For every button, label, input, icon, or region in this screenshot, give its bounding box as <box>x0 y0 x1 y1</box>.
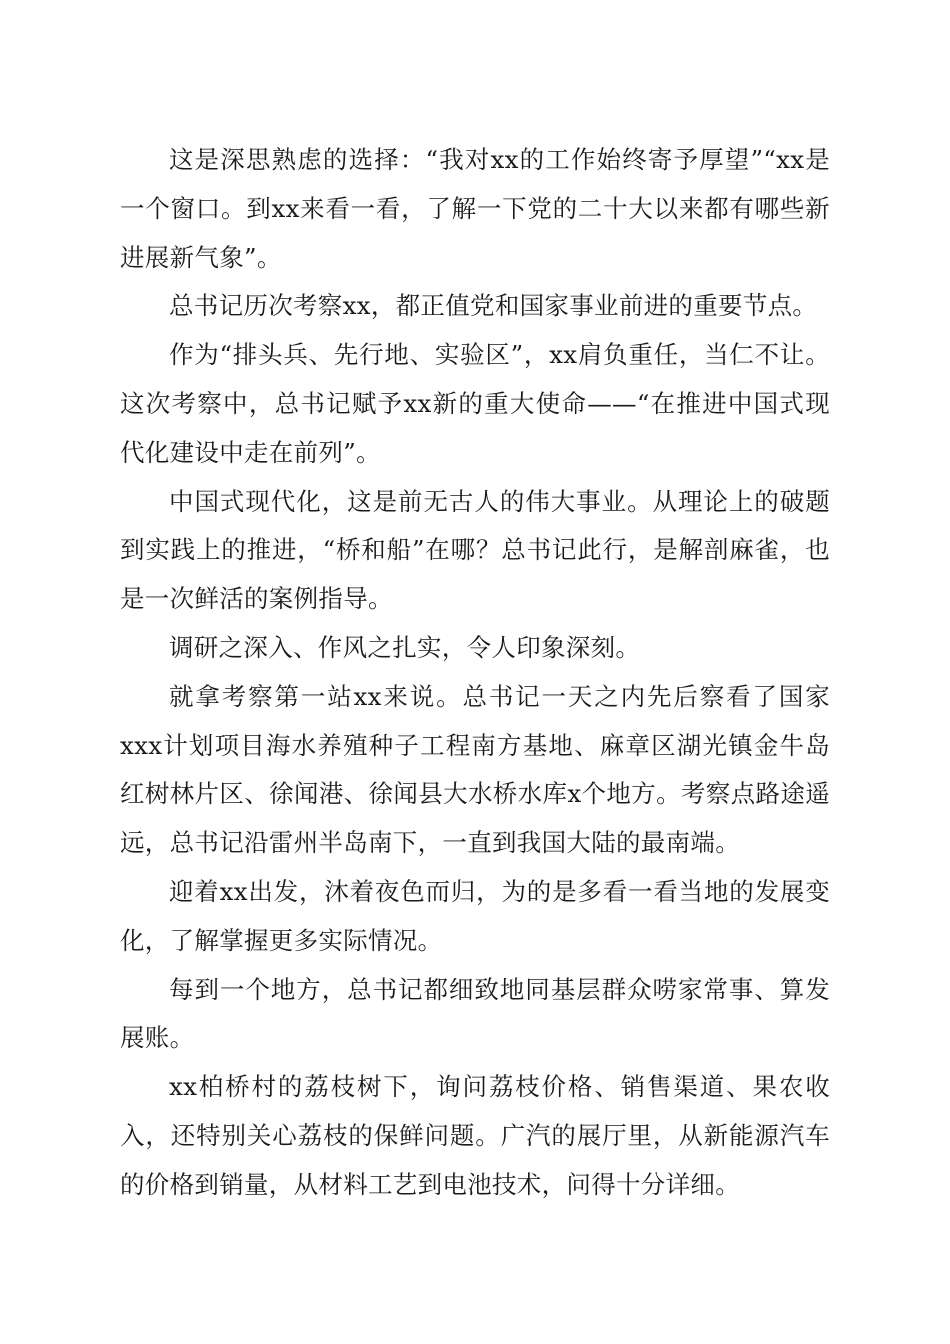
paragraph-1: 这是深思熟虑的选择：“我对xx的工作始终寄予厚望”“xx是一个窗口。到xx来看一看，了解一下党的二十大以来都有哪些新进展新气象”。 <box>120 145 830 272</box>
paragraph-4: 中国式现代化，这是前无古人的伟大事业。从理论上的破题到实践上的推进，“桥和船”在哪？总书记此行，是解剖麻雀，也是一次鲜活的案例指导。 <box>120 486 830 614</box>
paragraph-2: 总书记历次考察xx，都正值党和国家事业前进的重要节点。 <box>169 291 818 321</box>
paragraph-6: 就拿考察第一站xx来说。总书记一天之内先后察看了国家xxx计划项目海水养殖种子工程南方基地、麻章区湖光镇金牛岛红树林片区、徐闻港、徐闻县大水桥水库x个地方。考察点路途遥远，总书记沿雷州半岛南下，一直到我国大陆的最南端。 <box>120 681 830 858</box>
paragraph-8: 每到一个地方，总书记都细致地同基层群众唠家常事、算发展账。 <box>120 974 830 1053</box>
paragraph-5: 调研之深入、作风之扎实，令人印象深刻。 <box>169 632 641 662</box>
document-page <box>120 136 830 1210</box>
paragraph-7: 迎着xx出发，沐着夜色而归，为的是多看一看当地的发展变化，了解掌握更多实际情况。 <box>120 876 830 955</box>
paragraph-3: 作为“排头兵、先行地、实验区”，xx肩负重任，当仁不让。这次考察中，总书记赋予xx新的重大使命——“在推进中国式现代化建设中走在前列”。 <box>120 340 830 467</box>
paragraph-9: xx柏桥村的荔枝树下，询问荔枝价格、销售渠道、果农收入，还特别关心荔枝的保鲜问题。广汽的展厅里，从新能源汽车的价格到销量，从材料工艺到电池技术，问得十分详细。 <box>120 1072 830 1199</box>
